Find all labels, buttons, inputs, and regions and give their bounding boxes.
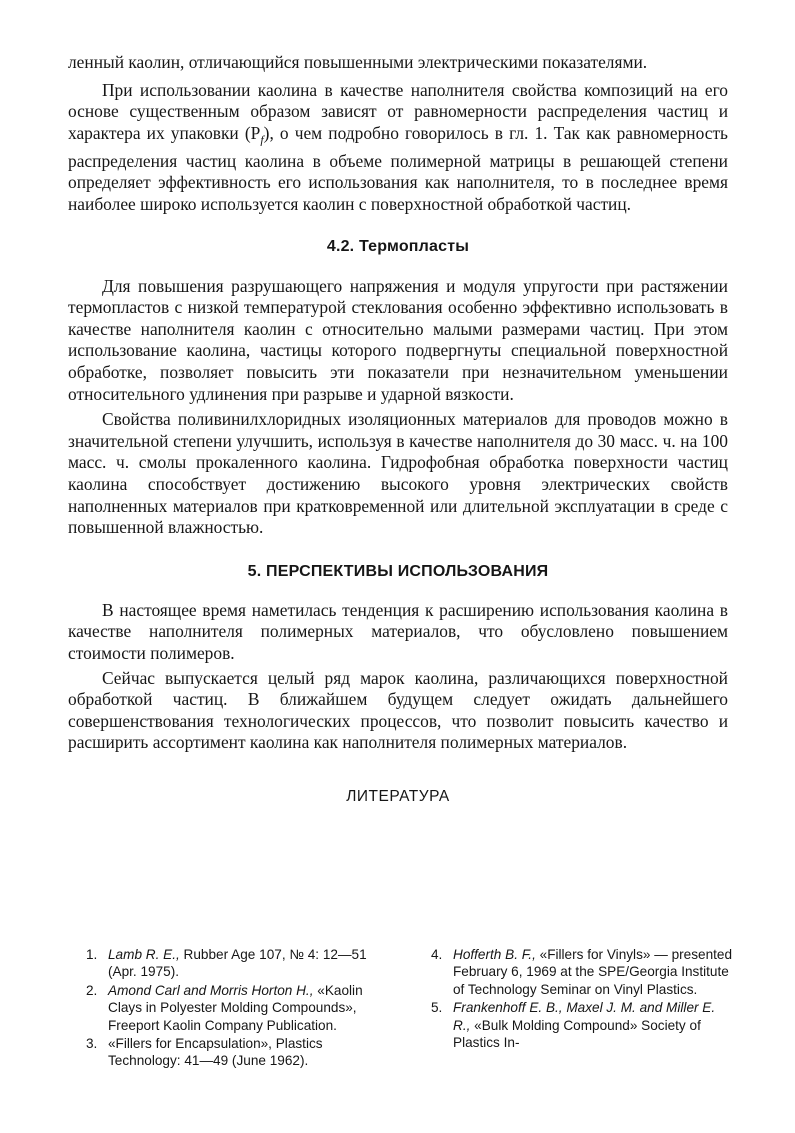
- reference-source: «Kaolin Clays in Polyester Molding Compounds», Freeport Kaolin Company Publication.: [108, 982, 363, 1033]
- reference-text: [453, 999, 736, 1051]
- reference-item: [86, 946, 391, 981]
- section-heading-thermoplastics: 4.2. Термопласты: [326, 237, 470, 255]
- reference-text: [108, 946, 391, 981]
- page-body: [68, 52, 728, 806]
- reference-item: [431, 946, 736, 998]
- paragraph-kaolin-filler: [68, 80, 728, 216]
- reference-source: «Fillers for Vinyls» — presented February 6, 1969 at the SPE/Georgia Institute of Technology Seminar on Vinyl Plastics.: [453, 947, 733, 997]
- reference-text: [108, 982, 391, 1034]
- reference-number: 3.: [86, 1036, 98, 1052]
- paragraph-grades: Сейчас выпускается целый ряд марок каолина, различающихся поверхностной обработкой частиц. В ближайшем будущем следует ожидать дальнейшего совершенствования технологических процессов, что позволит повысить качество и расширить ассортимент каолина как наполнителя полимерных материалов.: [68, 667, 728, 753]
- reference-author: Amond Carl and Morris Horton H.,: [108, 982, 314, 998]
- reference-number: 2.: [86, 982, 98, 998]
- paragraph-text-part1: При использовании каолина в качестве наполнителя свойства композиций на его основе существенным образом зависят от равномерности распределения частиц и характера их упаковки (P: [68, 79, 728, 143]
- reference-source: «Bulk Molding Compound» Society of Plastics In-: [453, 1017, 701, 1051]
- paragraph-continued: ленный каолин, отличающийся повышенными электрическими показателями.: [68, 52, 648, 72]
- paragraph-text-part2: ), о чем подробно говорилось в гл. 1. Так как равномерность распределения частиц каолина в объеме полимерной матрицы в решающей степени определяет эффективность его использования как наполнителя, то в последнее время наиболее широко используется каолин с поверхностной обработкой частиц.: [68, 122, 728, 215]
- reference-author: Lamb R. E.,: [108, 947, 180, 962]
- paragraph-pvc: Свойства поливинилхлоридных изоляционных материалов для проводов можно в значительной степени улучшить, используя в качестве наполнителя до 30 масс. ч. на 100 масс. ч. смолы прокаленного каолина. Гидрофобная обработка поверхности частиц каолина способствует достижению высокого уровня электрических свойств наполненных материалов при кратковременной или длительной эксплуатации в среде с повышенной влажностью.: [68, 409, 728, 538]
- reference-item: [86, 982, 391, 1034]
- reference-author: Frankenhoff E. B., Maxel J. M. and Miller E. R.,: [453, 1000, 716, 1033]
- reference-author: Hofferth B. F.,: [453, 947, 536, 962]
- subscript-f: f: [260, 132, 264, 147]
- literature-heading: ЛИТЕРАТУРА: [346, 787, 450, 805]
- reference-item: [86, 1035, 391, 1070]
- paragraph-trend: В настоящее время наметилась тенденция к расширению использования каолина в качестве наполнителя полимерных материалов, что обусловлено повышением стоимости полимеров.: [68, 599, 728, 663]
- reference-number: 5.: [431, 1000, 443, 1016]
- reference-text: [453, 946, 736, 998]
- reference-source: «Fillers for Encapsulation», Plastics Technology: 41—49 (June 1962).: [108, 1036, 323, 1069]
- reference-item: [431, 999, 736, 1051]
- reference-list: [86, 946, 736, 1071]
- reference-text: [108, 1035, 391, 1070]
- reference-column-left: [86, 946, 391, 1071]
- reference-source: Rubber Age 107, № 4: 12—51 (Apr. 1975).: [108, 947, 367, 980]
- reference-column-right: [431, 946, 736, 1071]
- paragraph-tensile: Для повышения разрушающего напряжения и модуля упругости при растяжении термопластов с низкой температурой стеклования особенно эффективно использовать в качестве наполнителя каолин с относительно малыми размерами частиц. При этом использование каолина, частицы которого подвергнуты специальной поверхностной обработке, позволяет повысить эти показатели при незначительном уменьшении относительного удлинения при разрыве и ударной вязкости.: [68, 275, 728, 404]
- section-heading-prospects: 5. ПЕРСПЕКТИВЫ ИСПОЛЬЗОВАНИЯ: [247, 562, 549, 580]
- reference-number: 4.: [431, 947, 443, 962]
- reference-number: 1.: [86, 947, 98, 962]
